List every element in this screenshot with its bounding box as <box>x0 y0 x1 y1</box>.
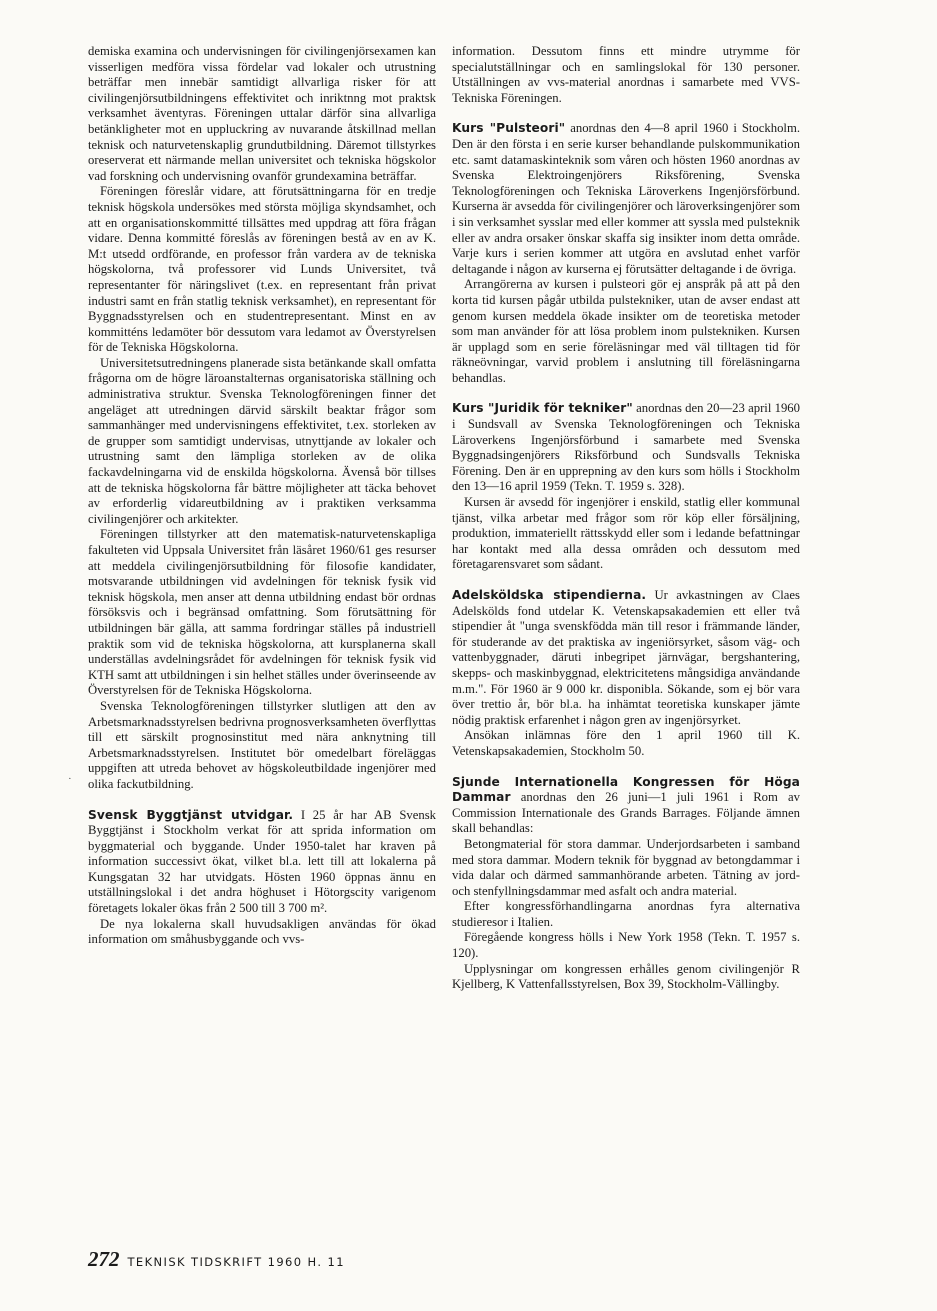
section-heading: Kurs "Pulsteori" <box>452 121 566 136</box>
journal-title: TEKNISK TIDSKRIFT 1960 H. 11 <box>127 1255 345 1269</box>
page-footer <box>88 1247 345 1272</box>
margin-mark: · <box>68 773 72 785</box>
article-kongress <box>452 775 800 837</box>
paragraph: Svenska Teknologföreningen tillstyrker slutligen att den av Arbetsmarknadsstyrelsen bedrivna prognosverksamheten överflyttas till ett särskilt prognosinstitut med nära anknytning till Arbetsmarknadsstyrelsen. Institutet bör omedelbart föreläggas uppgiften att utreda behovet av högskoleutbildade ingenjörer med olika fackutbildning. <box>88 698 436 791</box>
article-pulsteori <box>452 121 800 277</box>
paragraph: Föreningen föreslår vidare, att förutsättningarna för en tredje teknisk högskola undersökes med största möjliga skyndsamhet, och att en organisationskommitté tillsättes med uppdrag att föra frågan vidare. Denna kommitté föreslås av föreningen bestå av en av K. M:t utsedd ordförande, en professor från vardera av de tekniska högskolorna, två professorer vid Lunds Universitet, två representanter för näringslivet (t.ex. en representant från privat industri samt en från statlig teknisk verksamhet), en representant för Byggnadsstyrelsen och en studentrepresentant. Minst en av kommitténs ledamöter bör dessutom vara ledamot av Överstyrelsen för de Tekniska Högskolorna. <box>88 184 436 355</box>
article-byggtjanst <box>88 808 436 917</box>
paragraph: Universitetsutredningens planerade sista betänkande skall omfatta frågorna om de högre läroanstalternas organisatoriska ställning och administrativa struktur. Svenska Teknologföreningen finner det angeläget att utredningen därvid särskilt beaktar frågor som sammanhänger med undervisningens effektivitet, t.ex. storleken av de grupper som samtidigt undervisas, utnyttjande av lokaler och utrustning samt den lämpliga storleken av de olika fackavdelningarna vid de enskilda högskolorna. Ävenså bör tillses att de tekniska högskolorna får bättre möjligheter att täcka behovet av erforderlig vidareutbildning av i praktiken verksamma civilingenjörer och arkitekter. <box>88 355 436 526</box>
paragraph-text: anordnas den 4—8 april 1960 i Stockholm. Den är den första i en serie kurser behandlande pulskommunikation etc. samt datamaskinteknik som våren och hösten 1960 anordnas av Svenska Elektroingenjörers Riksförening, Svenska Teknologföreningen och Tekniska Läroverkens Ingenjörsförbund. Kurserna är avsedda för civilingenjörer och läroverksingenjörer som i sin verksamhet sysslar med eller kommer att syssla med pulsteknik eller av andra orsaker önskar skaffa sig insikter inom detta område. Varje kurs i serien kommer att utgöra en avslutad enhet varför deltagande i någon av kurserna ej förutsätter deltagande i de övriga. <box>452 121 800 276</box>
left-column <box>88 44 436 948</box>
paragraph: Upplysningar om kongressen erhålles genom civilingenjör R Kjellberg, K Vattenfallsstyrelsen, Box 39, Stockholm-Vällingby. <box>452 961 800 992</box>
section-heading: Kurs "Juridik för tekniker" <box>452 401 633 416</box>
paragraph: De nya lokalerna skall huvudsakligen användas för ökad information om småhusbyggande och vvs- <box>88 916 436 947</box>
right-column <box>452 44 800 993</box>
section-heading: Adelsköldska stipendierna. <box>452 588 647 602</box>
paragraph: information. Dessutom finns ett mindre utrymme för specialutställningar och en samlingslokal för 130 personer. Utställningen av vvs-material anordnas i samarbete med VVS-Tekniska Föreningen. <box>452 44 800 105</box>
paragraph-text: I 25 år har AB Svensk Byggtjänst i Stockholm verkat för att sprida information om byggmaterial och byggande. Under 1950-talet har kraven på information successivt ökat, vilket bl.a. lett till att lokalerna på Kungsgatan 32 har utvidgats. Hösten 1960 öppnas ännu en utställningslokal i det andra höghuset i Hötorgscity varigenom företagets lokaler ökas från 2 500 till 3 700 m². <box>88 807 436 916</box>
section-heading: Sjunde Internationella Kongressen för Höga Dammar <box>452 774 800 805</box>
paragraph: Efter kongressförhandlingarna anordnas fyra alternativa studieresor i Italien. <box>452 899 800 929</box>
paragraph: Föreningen tillstyrker att den matematisk-naturvetenskapliga fakulteten vid Uppsala Universitet från läsåret 1960/61 ges resurser att meddela civilingenjörsutbildning för filosofie kandidater, motsvarande utbildningen vid avdelningen för teknisk fysik vid teknisk högskola, men anser att denna utbildning endast bör ordnas försöksvis och i begränsad omfattning. Som förutsättning för utbildningen bär gälla, att samma fordringar ställes på industriell praktik som vid de tekniska högskolorna, att kursplanerna skall underställas avdelningsrådet för avdelningen för teknisk fysik vid KTH samt att utbildningen i sin helhet ställes under överinseende av Överstyrelsen för de Tekniska Högskolorna. <box>88 527 436 698</box>
article-adelskold <box>452 588 800 728</box>
paragraph-text: anordnas den 20—23 april 1960 i Sundsvall av Svenska Teknologföreningen och Tekniska Läroverkens Ingenjörsförbund i samarbete med Svenska Byggnadsingenjörers Riksförbund och Sundsvalls Tekniska Förening. Den är en upprepning av den kurs som hölls i Stockholm den 13—16 april 1959 (Tekn. T. 1959 s. 328). <box>452 401 800 494</box>
paragraph-text: anordnas den 26 juni—1 juli 1961 i Rom av Commission Internationale des Grands Barrages. Följande ämnen skall behandlas: <box>452 790 800 836</box>
section-heading: Svensk Byggtjänst utvidgar. <box>88 807 294 822</box>
paragraph: demiska examina och undervisningen för civilingenjörsexamen kan visserligen medföra vissa fördelar vad lokaler och utrustning beträffar men innebär samtidigt allvarliga risker för att civilingenjörsutbildningens effektivitet och inriktnng mot praktsk verksamhet äventyras. Föreningen uttalar därför sina allvarliga betänkligheter mot en uppluckring av nuvarande åtskillnad mellan teknisk och naturvetenskaplig grundutbildning. Däremot tillstyrkes oreserverat ett närmande mellan universitet och tekniska högskolor vad forskning och undervisning ovanför grundexamina beträffar. <box>88 44 436 183</box>
paragraph: Föregående kongress hölls i New York 1958 (Tekn. T. 1957 s. 120). <box>452 930 800 961</box>
paragraph: Ansökan inlämnas före den 1 april 1960 till K. Vetenskapsakademien, Stockholm 50. <box>452 728 800 758</box>
paragraph: Betongmaterial för stora dammar. Underjordsarbeten i samband med stora dammar. Modern teknik för byggnad av betongdammar i vida dalar och därmed sammanhörande arbeten. Tätning av jord- och stenfyllningsdammar med asfalt och andra material. <box>452 836 800 898</box>
paragraph: Kursen är avsedd för ingenjörer i enskild, statlig eller kommunal tjänst, vilka arbetar med frågor som rör köp eller försäljning, produktion, immateriellt rättsskydd eller som i ledande befattningar har kontakt med alla dessa områden och dessutom med företagarensvaret som sådant. <box>452 495 800 572</box>
article-juridik <box>452 401 800 495</box>
paragraph-text: Ur avkastningen av Claes Adelskölds fond utdelar K. Vetenskapsakademien ett eller två stipendier åt "unga svenskfödda män till resor i främmande länder, för studerande av det praktiska av ingeniörsyrket, såsom väg- och vattenbyggnader, däruti inbegripet järnvägar, bergshantering, skepps- och maskinbyggnad, elektricitetens mångsidiga användande m.m.". För 1960 är 9 000 kr. disponibla. Sökande, som ej bör vara över trettio år, bör bl.a. ha inhämtat teoretiska kunskaper jämte nödig praktisk erfarenhet i någon gren av ingenjörsyrket. <box>452 588 800 727</box>
paragraph: Arrangörerna av kursen i pulsteori gör ej anspråk på att på den korta tid kursen pågår utbilda pulstekniker, utan de avser endast att genom kursen meddela ökade insikter om de teoretiska metoder som man använder för att lösa problem inom pulstekniken. Kursen är upplagd som en serie föreläsningar med väl tilltagen tid för räkneövningar, varvid problem i anslutning till föreläsningarna behandlas. <box>452 277 800 385</box>
page-number: 272 <box>88 1247 120 1271</box>
